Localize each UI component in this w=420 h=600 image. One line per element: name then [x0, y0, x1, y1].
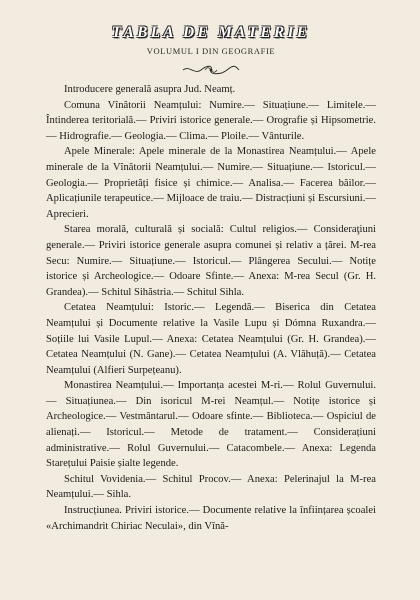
decorative-flourish-icon [46, 62, 376, 72]
contents-body [46, 82, 376, 534]
contents-paragraph: Monastirea Neamțului.— Importanța acestei M-ri.— Rolul Guvernului.— Situațiunea.— Din isoricul M-rei Neamțul.— Notițe istorice și Archeologice.— Vestmântarul.— Odoare sfinte.— Biblioteca.— Ospiciul de alienați.— Istoricul.— Metode de tratament.— Considerațiuni administrative.— Rolul Guvernului.— Catacombele.— Anexa: Legenda Starețului Paisie șialte legende. [46, 380, 376, 470]
contents-paragraph: Comuna Vînătorii Neamțului: Numire.— Situațiune.— Limitele.— Întinderea teritorială.— Priviri istorice generale.— Orografie și Hipsometrie.— Hidrografie.— Geologia.— Clima.— Ploile.— Vânturile. [46, 99, 376, 142]
contents-paragraph: Starea morală, culturală și socială: Cultul religios.— Consideraţiuni generale.— Priviri istorice generale asupra comunei și relativ a țărei. M-rea Secu: Numire.— Situațiune.— Istoricul.— Plângerea Secului.— Notițe istorice și Archeologice.— Odoare Sfinte.— Anexa: M-rea Secul (Gr. H. Grandea).— Schitul Sihăstria.— Schitul Sihla. [46, 224, 376, 298]
contents-paragraph: Cetatea Neamțului: Istoric.— Legendă.— Biserica din Cetatea Neamțului și Documente relative la Vasile Lupu și Dómna Ruxandra.— Soțiile lui Vasile Lupul.— Anexa: Cetatea Neamțului (Gr. H. Grandea).— Cetatea Neamțului (N. Gane).— Cetatea Neamțului (A. Vlăhuță).— Cetatea Neamțului (Alfieri Surpețeanu). [46, 302, 376, 376]
contents-paragraph: Apele Minerale: Apele minerale de la Monastirea Neamțului.— Apele minerale de la Vînătorii Neamțului.— Numire.— Situațiune.— Istoricul.— Geologia.— Proprietăți fisice și chimice.— Analisa.— Facerea băilor.— Aplicațiunile terapeutice.— Mijloace de traiu.— Distracțiuni și Escursiuni.— Aprecieri. [46, 146, 376, 220]
contents-paragraph: Introducere generală asupra Jud. Neamț. [64, 84, 236, 95]
contents-paragraph: Instrucțiunea. Priviri istorice.— Documente relative la înființarea școalei «Archimandrit Chiriac Neculai», din Vînă- [46, 505, 376, 532]
page-subtitle: VOLUMUL I DIN GEOGRAFIE [146, 46, 276, 56]
contents-paragraph: Schitul Vovidenia.— Schitul Procov.— Anexa: Pelerinajul la M-rea Neamțului.— Sihla. [46, 473, 376, 501]
page-title: TABLA DE MATERIE [111, 24, 311, 41]
